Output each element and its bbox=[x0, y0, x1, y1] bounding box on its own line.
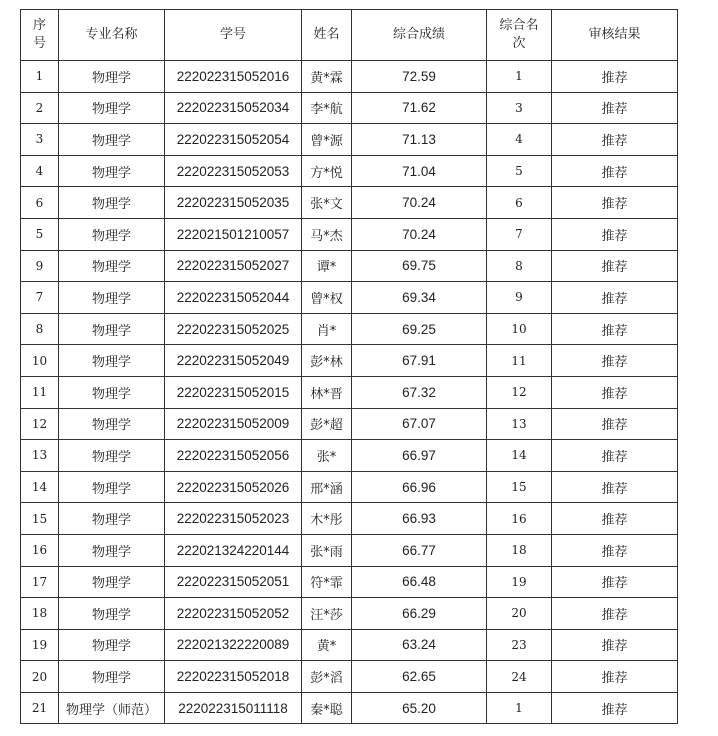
cell-rank: 9 bbox=[487, 282, 552, 314]
cell-major: 物理学 bbox=[59, 187, 165, 219]
cell-result: 推荐 bbox=[552, 187, 678, 219]
cell-name: 秦*聪 bbox=[302, 692, 352, 724]
cell-score: 66.96 bbox=[352, 471, 487, 503]
cell-name: 黄*霖 bbox=[302, 61, 352, 93]
cell-student-id: 222022315052015 bbox=[165, 376, 302, 408]
cell-rank: 10 bbox=[487, 313, 552, 345]
table-row bbox=[21, 155, 678, 187]
cell-score: 71.13 bbox=[352, 124, 487, 156]
cell-name: 肖* bbox=[302, 313, 352, 345]
cell-student-id: 222022315052056 bbox=[165, 440, 302, 472]
cell-rank: 18 bbox=[487, 534, 552, 566]
cell-score: 67.07 bbox=[352, 408, 487, 440]
cell-seq: 6 bbox=[21, 187, 59, 219]
table-row bbox=[21, 629, 678, 661]
cell-student-id: 222022315052044 bbox=[165, 282, 302, 314]
cell-student-id: 222021324220144 bbox=[165, 534, 302, 566]
cell-name: 马*杰 bbox=[302, 218, 352, 250]
cell-rank: 6 bbox=[487, 187, 552, 219]
cell-rank: 3 bbox=[487, 92, 552, 124]
cell-student-id: 222022315052035 bbox=[165, 187, 302, 219]
cell-score: 67.91 bbox=[352, 345, 487, 377]
cell-seq: 3 bbox=[21, 124, 59, 156]
cell-result: 推荐 bbox=[552, 503, 678, 535]
table-row bbox=[21, 408, 678, 440]
cell-student-id: 222022315011118 bbox=[165, 692, 302, 724]
cell-major: 物理学 bbox=[59, 218, 165, 250]
cell-rank: 7 bbox=[487, 218, 552, 250]
cell-student-id: 222022315052025 bbox=[165, 313, 302, 345]
header-name: 姓名 bbox=[302, 10, 352, 61]
cell-seq: 13 bbox=[21, 440, 59, 472]
cell-major: 物理学 bbox=[59, 408, 165, 440]
cell-rank: 13 bbox=[487, 408, 552, 440]
cell-rank: 12 bbox=[487, 376, 552, 408]
cell-score: 63.24 bbox=[352, 629, 487, 661]
table-row bbox=[21, 440, 678, 472]
cell-name: 林*晋 bbox=[302, 376, 352, 408]
cell-seq: 7 bbox=[21, 282, 59, 314]
cell-major: 物理学 bbox=[59, 566, 165, 598]
cell-student-id: 222022315052018 bbox=[165, 661, 302, 693]
cell-seq: 12 bbox=[21, 408, 59, 440]
cell-student-id: 222022315052052 bbox=[165, 598, 302, 630]
cell-name: 张*文 bbox=[302, 187, 352, 219]
cell-score: 66.97 bbox=[352, 440, 487, 472]
cell-student-id: 222022315052023 bbox=[165, 503, 302, 535]
cell-seq: 14 bbox=[21, 471, 59, 503]
table-row bbox=[21, 534, 678, 566]
cell-student-id: 222022315052026 bbox=[165, 471, 302, 503]
cell-name: 彭*林 bbox=[302, 345, 352, 377]
cell-rank: 14 bbox=[487, 440, 552, 472]
cell-student-id: 222022315052009 bbox=[165, 408, 302, 440]
cell-name: 邢*涵 bbox=[302, 471, 352, 503]
cell-result: 推荐 bbox=[552, 376, 678, 408]
cell-result: 推荐 bbox=[552, 440, 678, 472]
cell-major: 物理学 bbox=[59, 440, 165, 472]
cell-score: 62.65 bbox=[352, 661, 487, 693]
cell-score: 66.48 bbox=[352, 566, 487, 598]
cell-name: 李*航 bbox=[302, 92, 352, 124]
table-row bbox=[21, 376, 678, 408]
table-row bbox=[21, 124, 678, 156]
cell-student-id: 222021501210057 bbox=[165, 218, 302, 250]
cell-score: 66.77 bbox=[352, 534, 487, 566]
cell-major: 物理学 bbox=[59, 503, 165, 535]
table-body bbox=[21, 61, 678, 724]
cell-name: 木*彤 bbox=[302, 503, 352, 535]
table-row bbox=[21, 471, 678, 503]
cell-seq: 20 bbox=[21, 661, 59, 693]
cell-name: 曾*源 bbox=[302, 124, 352, 156]
cell-result: 推荐 bbox=[552, 661, 678, 693]
cell-score: 65.20 bbox=[352, 692, 487, 724]
cell-result: 推荐 bbox=[552, 92, 678, 124]
cell-seq: 16 bbox=[21, 534, 59, 566]
table-row bbox=[21, 61, 678, 93]
cell-name: 汪*莎 bbox=[302, 598, 352, 630]
header-result: 审核结果 bbox=[552, 10, 678, 61]
cell-major: 物理学 bbox=[59, 92, 165, 124]
header-rank: 综合名次 bbox=[487, 10, 552, 61]
cell-student-id: 222022315052016 bbox=[165, 61, 302, 93]
cell-name: 彭*超 bbox=[302, 408, 352, 440]
cell-seq: 1 bbox=[21, 61, 59, 93]
table-row bbox=[21, 282, 678, 314]
cell-rank: 20 bbox=[487, 598, 552, 630]
cell-seq: 11 bbox=[21, 376, 59, 408]
cell-rank: 24 bbox=[487, 661, 552, 693]
cell-name: 张* bbox=[302, 440, 352, 472]
cell-result: 推荐 bbox=[552, 155, 678, 187]
cell-student-id: 222022315052051 bbox=[165, 566, 302, 598]
cell-name: 曾*权 bbox=[302, 282, 352, 314]
cell-score: 71.62 bbox=[352, 92, 487, 124]
cell-result: 推荐 bbox=[552, 692, 678, 724]
cell-student-id: 222022315052053 bbox=[165, 155, 302, 187]
cell-major: 物理学 bbox=[59, 534, 165, 566]
cell-major: 物理学（师范） bbox=[59, 692, 165, 724]
cell-result: 推荐 bbox=[552, 598, 678, 630]
cell-seq: 19 bbox=[21, 629, 59, 661]
table-row bbox=[21, 345, 678, 377]
recommendation-table bbox=[20, 9, 678, 724]
cell-major: 物理学 bbox=[59, 155, 165, 187]
cell-student-id: 222021322220089 bbox=[165, 629, 302, 661]
table-row bbox=[21, 250, 678, 282]
table-row bbox=[21, 692, 678, 724]
cell-rank: 19 bbox=[487, 566, 552, 598]
cell-seq: 17 bbox=[21, 566, 59, 598]
cell-name: 方*悦 bbox=[302, 155, 352, 187]
cell-rank: 11 bbox=[487, 345, 552, 377]
cell-name: 符*霏 bbox=[302, 566, 352, 598]
cell-seq: 5 bbox=[21, 218, 59, 250]
cell-major: 物理学 bbox=[59, 598, 165, 630]
cell-result: 推荐 bbox=[552, 218, 678, 250]
table-row bbox=[21, 187, 678, 219]
cell-name: 谭* bbox=[302, 250, 352, 282]
table-row bbox=[21, 598, 678, 630]
cell-major: 物理学 bbox=[59, 250, 165, 282]
cell-rank: 16 bbox=[487, 503, 552, 535]
cell-student-id: 222022315052034 bbox=[165, 92, 302, 124]
cell-result: 推荐 bbox=[552, 566, 678, 598]
cell-rank: 5 bbox=[487, 155, 552, 187]
cell-score: 69.25 bbox=[352, 313, 487, 345]
recommendation-table-container bbox=[20, 9, 678, 724]
cell-name: 黄* bbox=[302, 629, 352, 661]
cell-seq: 9 bbox=[21, 250, 59, 282]
cell-major: 物理学 bbox=[59, 471, 165, 503]
header-score: 综合成绩 bbox=[352, 10, 487, 61]
cell-major: 物理学 bbox=[59, 661, 165, 693]
cell-major: 物理学 bbox=[59, 629, 165, 661]
cell-rank: 1 bbox=[487, 692, 552, 724]
cell-score: 67.32 bbox=[352, 376, 487, 408]
cell-score: 69.34 bbox=[352, 282, 487, 314]
cell-rank: 23 bbox=[487, 629, 552, 661]
cell-score: 66.93 bbox=[352, 503, 487, 535]
cell-major: 物理学 bbox=[59, 282, 165, 314]
header-row bbox=[21, 10, 678, 61]
cell-rank: 4 bbox=[487, 124, 552, 156]
cell-rank: 15 bbox=[487, 471, 552, 503]
cell-name: 彭*滔 bbox=[302, 661, 352, 693]
cell-score: 66.29 bbox=[352, 598, 487, 630]
cell-seq: 18 bbox=[21, 598, 59, 630]
table-row bbox=[21, 566, 678, 598]
cell-name: 张*雨 bbox=[302, 534, 352, 566]
cell-seq: 21 bbox=[21, 692, 59, 724]
cell-rank: 1 bbox=[487, 61, 552, 93]
table-row bbox=[21, 661, 678, 693]
cell-major: 物理学 bbox=[59, 376, 165, 408]
cell-student-id: 222022315052027 bbox=[165, 250, 302, 282]
cell-student-id: 222022315052049 bbox=[165, 345, 302, 377]
cell-major: 物理学 bbox=[59, 124, 165, 156]
cell-result: 推荐 bbox=[552, 345, 678, 377]
table-row bbox=[21, 313, 678, 345]
cell-score: 72.59 bbox=[352, 61, 487, 93]
cell-result: 推荐 bbox=[552, 534, 678, 566]
cell-seq: 15 bbox=[21, 503, 59, 535]
cell-score: 70.24 bbox=[352, 218, 487, 250]
cell-major: 物理学 bbox=[59, 61, 165, 93]
cell-result: 推荐 bbox=[552, 61, 678, 93]
cell-seq: 4 bbox=[21, 155, 59, 187]
cell-result: 推荐 bbox=[552, 250, 678, 282]
cell-result: 推荐 bbox=[552, 282, 678, 314]
cell-seq: 10 bbox=[21, 345, 59, 377]
table-row bbox=[21, 503, 678, 535]
cell-score: 71.04 bbox=[352, 155, 487, 187]
table-row bbox=[21, 218, 678, 250]
cell-student-id: 222022315052054 bbox=[165, 124, 302, 156]
cell-result: 推荐 bbox=[552, 124, 678, 156]
header-student-id: 学号 bbox=[165, 10, 302, 61]
header-major: 专业名称 bbox=[59, 10, 165, 61]
cell-result: 推荐 bbox=[552, 408, 678, 440]
cell-major: 物理学 bbox=[59, 345, 165, 377]
table-row bbox=[21, 92, 678, 124]
cell-score: 69.75 bbox=[352, 250, 487, 282]
cell-result: 推荐 bbox=[552, 629, 678, 661]
header-seq: 序号 bbox=[21, 10, 59, 61]
cell-major: 物理学 bbox=[59, 313, 165, 345]
cell-seq: 2 bbox=[21, 92, 59, 124]
cell-seq: 8 bbox=[21, 313, 59, 345]
cell-rank: 8 bbox=[487, 250, 552, 282]
cell-result: 推荐 bbox=[552, 313, 678, 345]
cell-score: 70.24 bbox=[352, 187, 487, 219]
cell-result: 推荐 bbox=[552, 471, 678, 503]
